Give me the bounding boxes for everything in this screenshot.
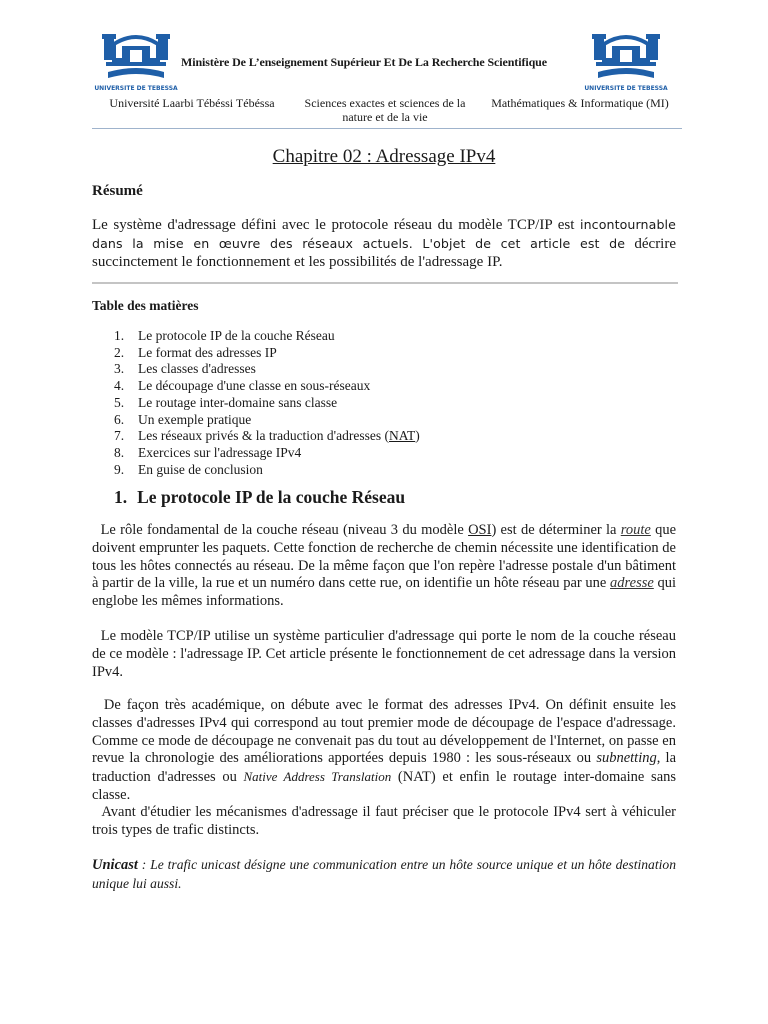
toc-item-text: Le format des adresses IP xyxy=(138,344,277,360)
toc-item xyxy=(92,328,420,345)
para-text: Avant d'étudier les mécanismes d'adressage il faut préciser que le protocole IPv4 sert à véhiculer trois types de trafic distincts. xyxy=(92,804,676,838)
route-link[interactable]: route xyxy=(620,522,651,538)
toc-item-number: 2. xyxy=(114,344,125,360)
toc-item xyxy=(92,462,420,479)
toc-item xyxy=(92,361,420,378)
para-text: qui englobe les mêmes informations. xyxy=(92,575,677,610)
toc-item-number: 1. xyxy=(114,328,125,343)
section-1-heading xyxy=(114,487,405,508)
para-text: , la traduction d'adresses ou xyxy=(92,750,677,786)
abstract-divider xyxy=(92,282,678,284)
para-text: Le modèle TCP/IP utilise un système particulier d'adressage qui porte le nom de la couche réseau de ce modèle : l'adressage IP. Cet article présente le fonctionnement de cet adressage dans la version IPv4. xyxy=(92,628,676,680)
unicast-text: : Le trafic unicast désigne une communication entre un hôte source unique et un hôte destination unique lui aussi. xyxy=(92,857,676,891)
toc-item xyxy=(92,378,420,395)
abstract-line-1: Le système d'adressage défini avec le protocole réseau du modèle TCP/IP est xyxy=(92,217,575,233)
toc-item-number: 7. xyxy=(114,428,125,444)
toc-item-text: Exercices sur l'adressage IPv4 xyxy=(138,444,302,460)
adresse-link[interactable]: adresse xyxy=(610,575,654,592)
toc-item-number: 9. xyxy=(114,461,125,477)
section-number: 1. xyxy=(114,487,128,507)
toc-item xyxy=(92,428,420,445)
university-logo-right xyxy=(584,32,668,94)
osi-link[interactable]: OSI xyxy=(468,522,492,538)
nat-term: Native Address Translation xyxy=(243,769,392,785)
subnetting-term: subnetting xyxy=(596,750,657,767)
toc-item-number: 5. xyxy=(114,394,125,410)
section-1-paragraph-4 xyxy=(92,804,676,840)
table-of-contents xyxy=(92,328,420,478)
toc-item-text-end: ) xyxy=(415,428,420,444)
header-divider xyxy=(92,128,682,129)
para-text: Le rôle fondamental de la couche réseau (niveau 3 du modèle xyxy=(100,522,464,538)
section-1-paragraph-1 xyxy=(92,522,676,611)
para-text: (NAT) et enfin le routage inter-domaine sans classe. xyxy=(92,769,677,803)
institution-department: Mathématiques & Informatique (MI) xyxy=(491,96,669,110)
para-text: ) est de déterminer la xyxy=(491,522,617,538)
resume-heading: Résumé xyxy=(92,183,143,199)
toc-item xyxy=(92,445,420,462)
university-logo-left xyxy=(94,32,178,94)
institution-faculty: Sciences exactes et sciences de la nature et de la vie xyxy=(304,96,466,124)
toc-item-number: 4. xyxy=(114,378,125,394)
para-text: que doivent emprunter les paquets. Cette fonction de recherche de chemin nécessite une identification de tous les hôtes connectés au réseau. De la même façon que l'on repère l'adresse postale d'un bâtiment à partir de la ville, la rue et un numéro dans cette rue, on identifie un hôte réseau par une xyxy=(92,522,677,592)
svg-text:UNIVERSITE DE TEBESSA: UNIVERSITE DE TEBESSA xyxy=(584,85,668,92)
toc-item-number: 6. xyxy=(114,411,125,427)
ministry-title: Ministère De L’enseignement Supérieur Et De La Recherche Scientifique xyxy=(181,55,547,69)
abstract-line-3: décrire succinctement le fonctionnement et les possibilités de l'adressage IP. xyxy=(92,235,677,270)
abstract-paragraph xyxy=(92,216,676,272)
abstract-line-2: incontournable dans la mise en œuvre des réseaux actuels. L'objet de cet article est de xyxy=(92,217,676,251)
para-text: De façon très académique, on débute avec le format des adresses IPv4. On définit ensuite les classes d'adresses IPv4 qui correspond au tout premier mode de découpage de l'espace d'adressage. Comme ce mode de découpage ne convenait pas du tout au développement de l'Internet, on passe en revue la chronologie des améliorations apportées depuis 1980 : les sous-réseaux ou xyxy=(92,697,677,767)
section-1-paragraph-2 xyxy=(92,628,676,681)
toc-item xyxy=(92,345,420,362)
toc-item-text: Le protocole IP de la couche Réseau xyxy=(138,328,335,343)
nat-link[interactable]: NAT xyxy=(388,428,416,444)
section-1-paragraph-3 xyxy=(92,697,676,805)
unicast-definition xyxy=(92,856,676,893)
toc-title: Table des matières xyxy=(92,298,199,313)
section-title: Le protocole IP de la couche Réseau xyxy=(137,487,406,507)
toc-item-text: Les classes d'adresses xyxy=(138,361,256,377)
toc-item-text: Le routage inter-domaine sans classe xyxy=(138,394,338,410)
toc-item-number: 8. xyxy=(114,444,125,460)
institution-university: Université Laarbi Tébéssi Tébéssa xyxy=(109,96,275,110)
toc-item-text: Le découpage d'une classe en sous-réseaux xyxy=(138,378,371,394)
toc-item xyxy=(92,412,420,429)
unicast-label: Unicast xyxy=(92,857,138,873)
toc-item-number: 3. xyxy=(114,361,125,377)
svg-text:UNIVERSITE DE TEBESSA: UNIVERSITE DE TEBESSA xyxy=(94,85,178,92)
toc-item-text: Les réseaux privés & la traduction d'adresses ( xyxy=(138,428,389,444)
toc-item-text: En guise de conclusion xyxy=(138,461,263,477)
toc-item-text: Un exemple pratique xyxy=(138,411,252,427)
toc-item xyxy=(92,395,420,412)
chapter-title: Chapitre 02 : Adressage IPv4 xyxy=(272,146,496,167)
